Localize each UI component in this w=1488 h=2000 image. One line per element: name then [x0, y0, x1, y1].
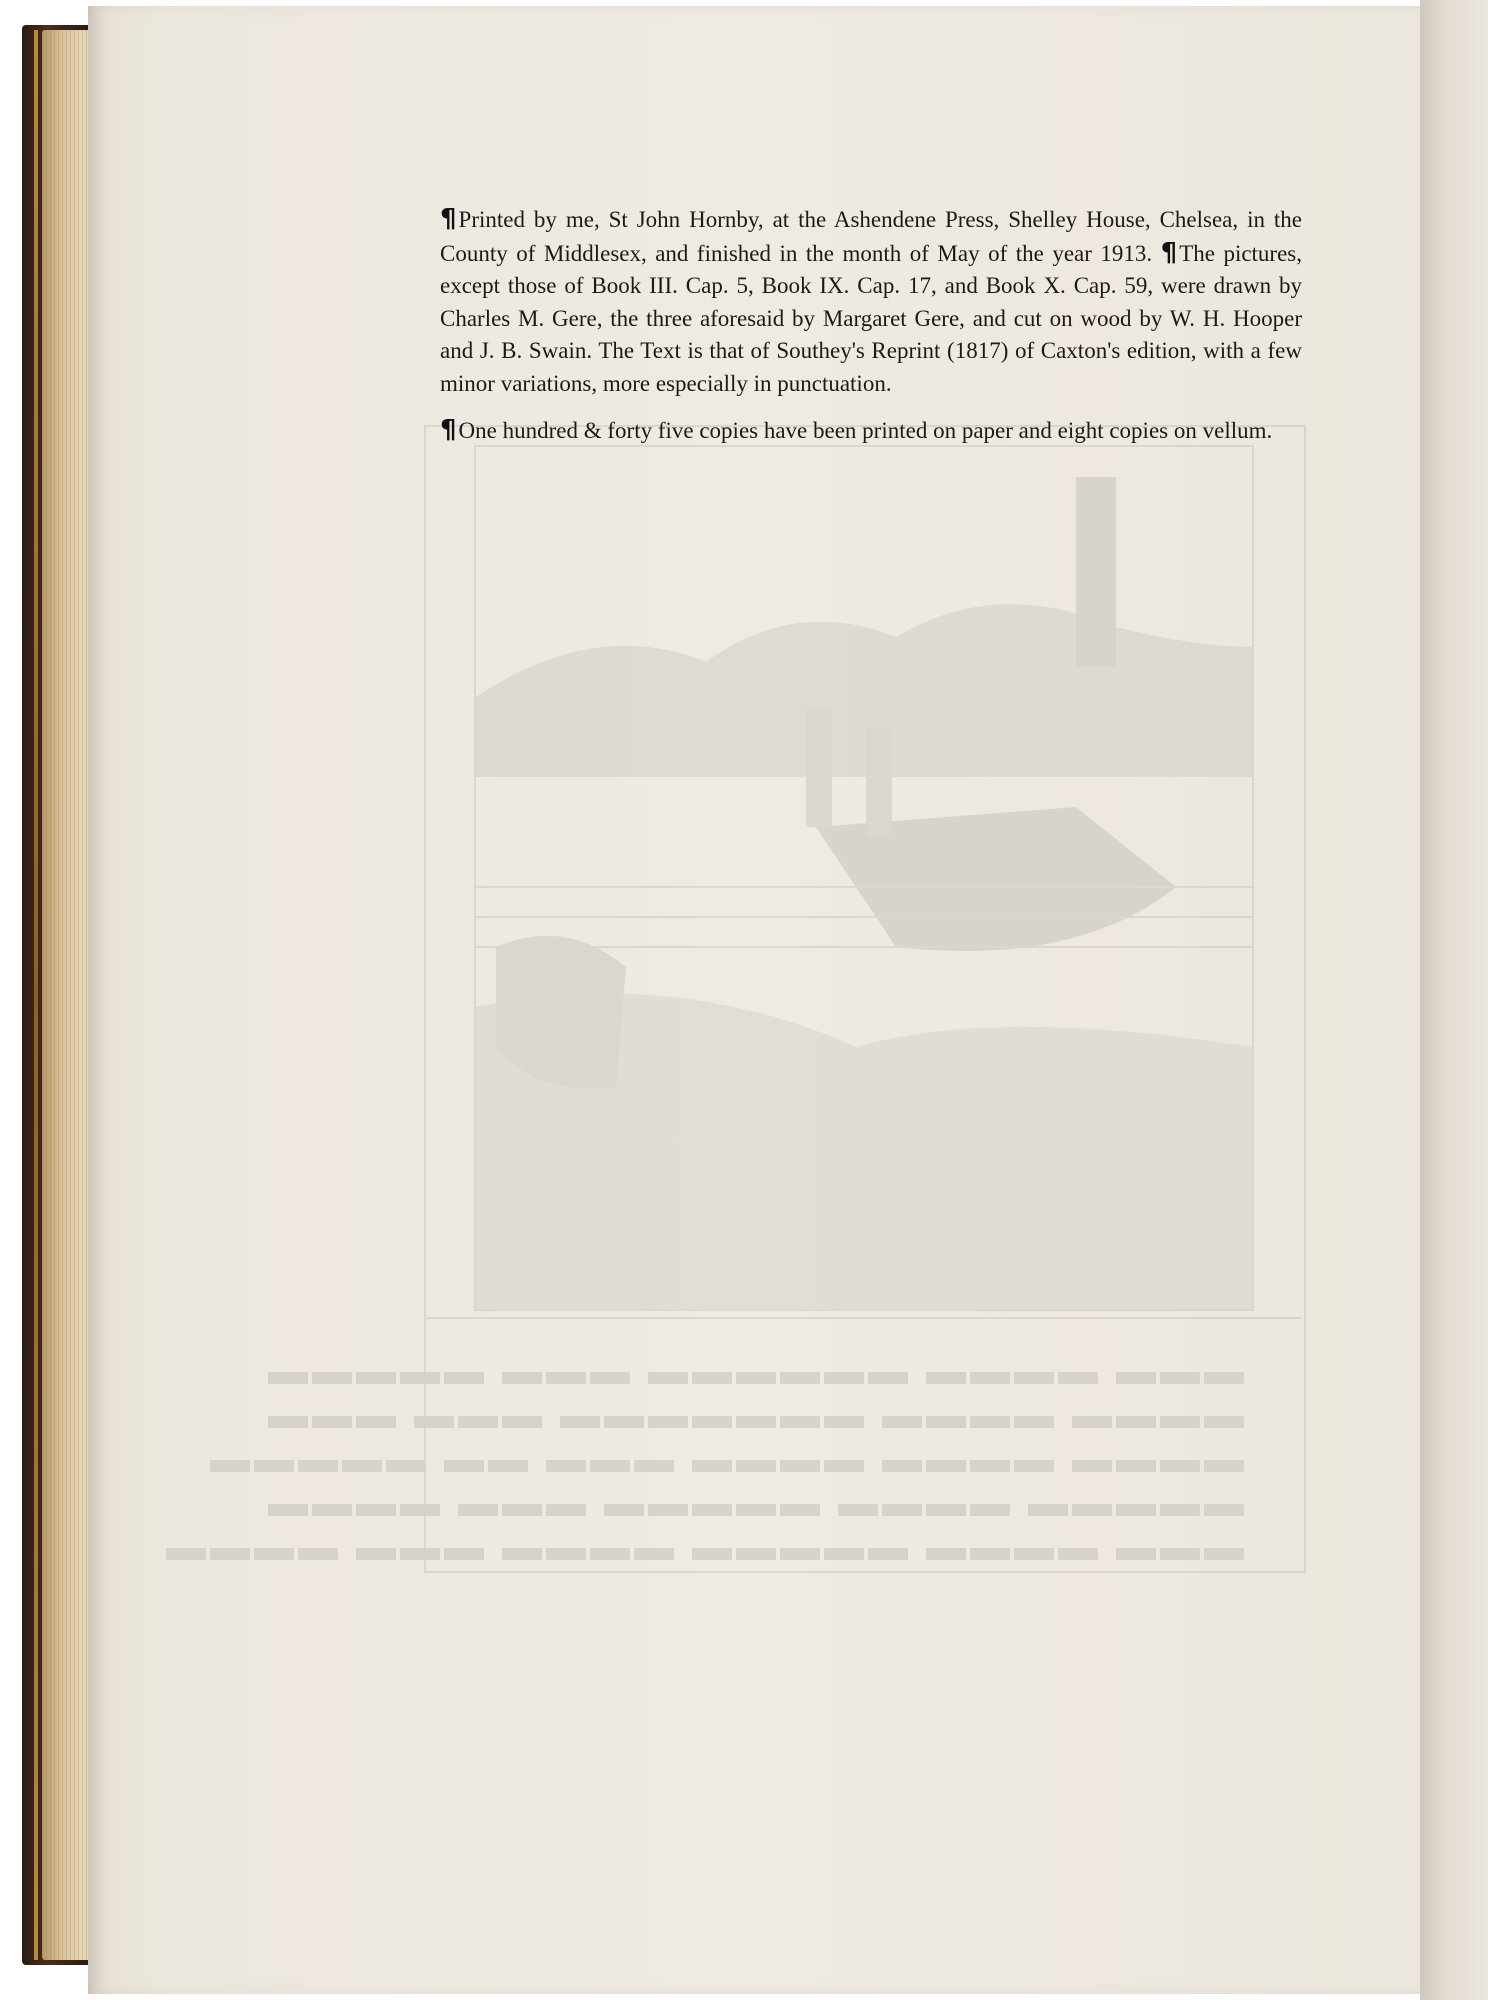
- show-through-picture: [474, 445, 1254, 1311]
- show-through-illustration: [162, 425, 1306, 1573]
- colophon: [440, 203, 1302, 448]
- colophon-paragraph-1: [440, 203, 1302, 400]
- show-through-text-block: ▬▬▬ ▬▬▬▬ ▬▬▬▬▬▬ ▬▬▬ ▬▬▬▬▬ ▬▬▬▬ ▬▬▬▬ ▬▬▬▬▬▬▬ ▬▬▬ ▬▬▬ ▬▬▬▬ ▬▬▬▬ ▬▬▬▬ ▬▬▬ ▬▬ ▬▬▬▬▬ ▬▬▬▬▬ ▬▬▬▬ ▬▬▬▬▬ ▬▬▬ ▬▬▬▬ ▬▬▬ ▬▬▬▬ ▬▬▬▬▬ ▬▬▬▬ ▬▬▬ ▬▬▬▬: [424, 1317, 1302, 1571]
- show-through-woodcut: [476, 447, 1252, 1309]
- colophon-pictures-statement: The pictures, except those of Book III. Cap. 5, Book IX. Cap. 17, and Book X. Cap. 59, were drawn by Charles M. Gere, the three aforesaid by Margaret Gere, and cut on wood by W. H. Hooper and J. B. Swain. The Text is that of Southey's Reprint (1817) of Caxton's edition, with a few minor variations, more especially in punctuation.: [440, 240, 1302, 396]
- gilt-edge: [34, 30, 38, 1960]
- colophon-edition-statement: One hundred & forty five copies have been printed on paper and eight copies on vellum.: [458, 418, 1273, 443]
- adjacent-page-edge: [1420, 0, 1488, 2000]
- colophon-paragraph-2: [440, 414, 1302, 448]
- paragraph-mark-icon: ¶: [1160, 237, 1178, 268]
- paragraph-mark-icon: ¶: [440, 415, 457, 445]
- paragraph-mark-icon: ¶: [440, 204, 457, 234]
- colophon-printer-statement: Printed by me, St John Hornby, at the Ashendene Press, Shelley House, Chelsea, in the County of Middlesex, and finished in the month of May of the year 1913.: [440, 207, 1302, 266]
